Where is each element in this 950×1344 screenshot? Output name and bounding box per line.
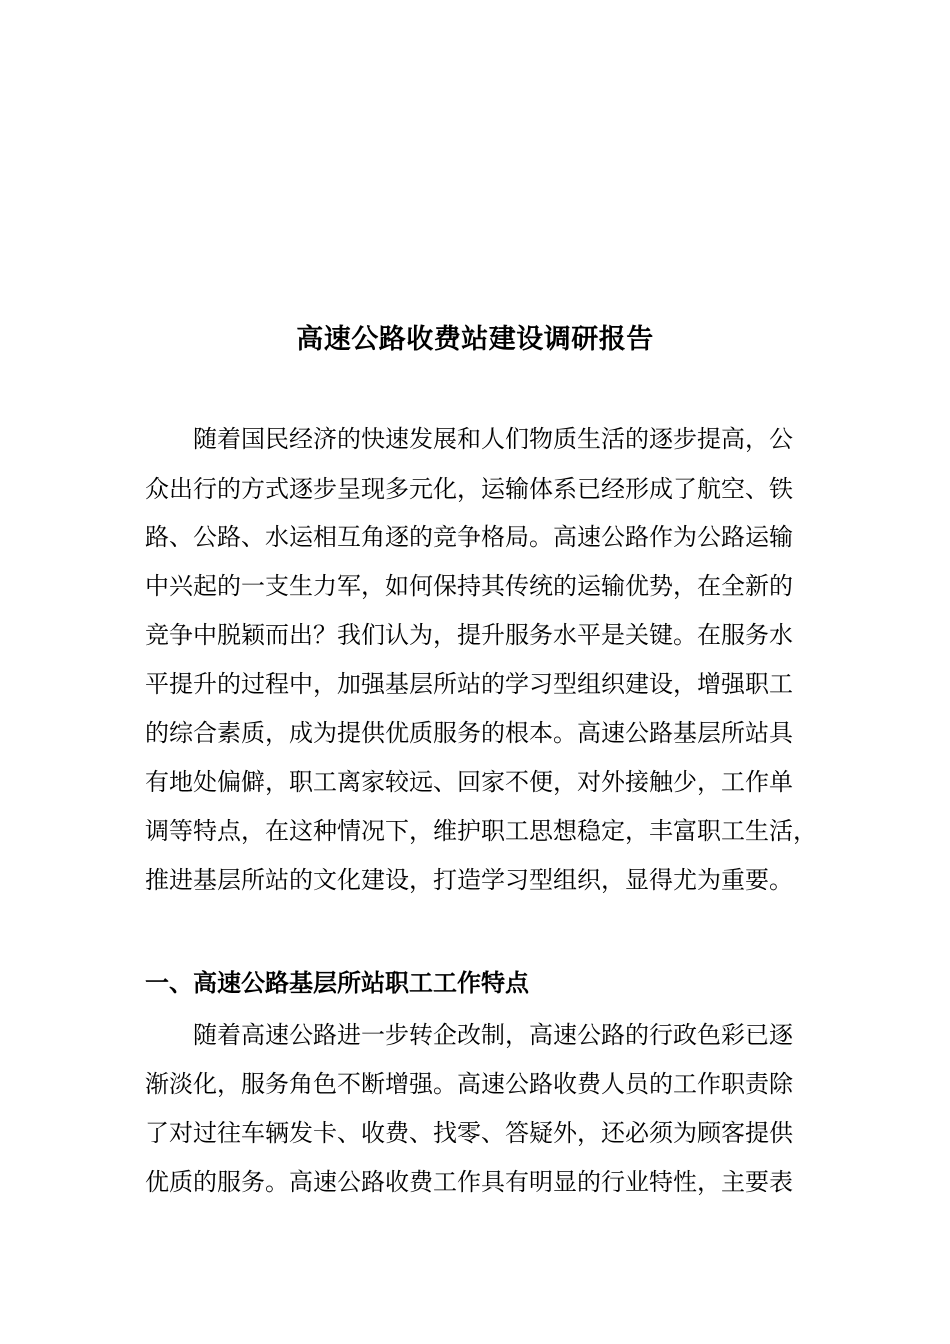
intro-line-4: 中兴起的一支生力军，如何保持其传统的运输优势，在全新的 — [145, 572, 793, 600]
intro-line-3: 路、公路、水运相互角逐的竞争格局。高速公路作为公路运输 — [145, 523, 793, 551]
intro-line-8: 有地处偏僻，职工离家较远、回家不便，对外接触少，工作单 — [145, 768, 793, 796]
section1-line-4: 优质的服务。高速公路收费工作具有明显的行业特性，主要表 — [145, 1168, 793, 1196]
intro-line-6: 平提升的过程中，加强基层所站的学习型组织建设，增强职工 — [145, 670, 793, 698]
intro-line-5: 竞争中脱颖而出？我们认为，提升服务水平是关键。在服务水 — [145, 621, 793, 649]
section1-heading: 一、高速公路基层所站职工工作特点 — [145, 968, 529, 997]
section1-line-1: 随着高速公路进一步转企改制，高速公路的行政色彩已逐 — [193, 1021, 793, 1049]
section1-line-2: 渐淡化，服务角色不断增强。高速公路收费人员的工作职责除 — [145, 1070, 793, 1098]
intro-line-7: 的综合素质，成为提供优质服务的根本。高速公路基层所站具 — [145, 719, 793, 747]
intro-line-9: 调等特点，在这种情况下，维护职工思想稳定，丰富职工生活， — [145, 817, 817, 845]
document-title: 高速公路收费站建设调研报告 — [296, 324, 654, 355]
section1-line-3: 了对过往车辆发卡、收费、找零、答疑外，还必须为顾客提供 — [145, 1119, 793, 1147]
intro-line-1: 随着国民经济的快速发展和人们物质生活的逐步提高，公 — [193, 425, 793, 453]
intro-line-2: 众出行的方式逐步呈现多元化，运输体系已经形成了航空、铁 — [145, 475, 793, 503]
intro-line-10: 推进基层所站的文化建设，打造学习型组织，显得尤为重要。 — [145, 866, 793, 894]
